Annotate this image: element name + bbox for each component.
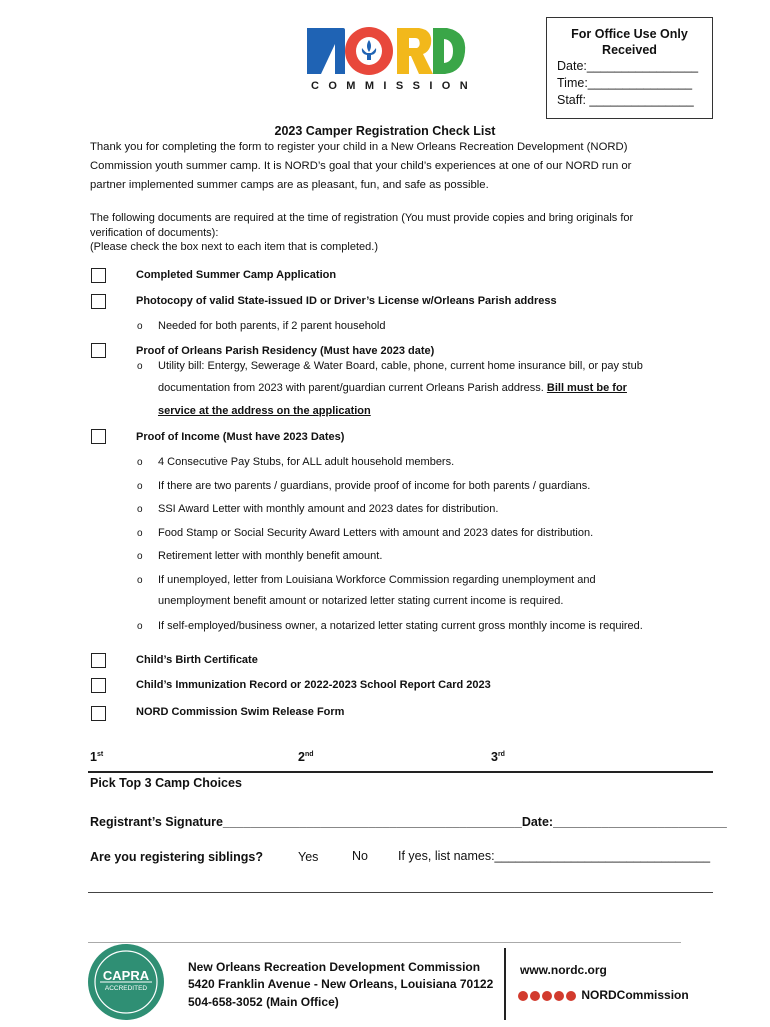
required-docs-paragraph xyxy=(90,211,690,255)
twitter-icon[interactable] xyxy=(530,991,540,1001)
instagram-icon[interactable] xyxy=(542,991,552,1001)
checkbox-summer-camp-application[interactable] xyxy=(91,268,106,283)
office-title-line2: Received xyxy=(602,43,657,57)
choice-suffix: nd xyxy=(304,750,314,758)
checkbox-income[interactable] xyxy=(91,429,106,444)
choice-first[interactable] xyxy=(90,750,103,764)
item-income: Proof of Income (Must have 2023 Dates) xyxy=(136,431,345,443)
page-title: 2023 Camper Registration Check List xyxy=(274,124,496,138)
item-photo-id: Photocopy of valid State-issued ID or Driver’s License w/Orleans Parish address xyxy=(136,295,557,307)
bill-notice-text: Bill must be for xyxy=(546,382,627,394)
siblings-no-option[interactable]: No xyxy=(352,849,368,863)
sub-item-text: Needed for both parents, if 2 parent household xyxy=(158,320,386,332)
sub-item-id xyxy=(137,320,386,332)
logo-letter-d xyxy=(433,28,465,74)
siblings-question: Are you registering siblings? xyxy=(90,850,263,864)
bullet-icon: o xyxy=(137,481,143,492)
sub-item-income xyxy=(137,527,593,539)
camp-choices-label: Pick Top 3 Camp Choices xyxy=(90,776,242,790)
nord-logo-letters xyxy=(305,22,467,78)
checkbox-birth-certificate[interactable] xyxy=(91,653,106,668)
choice-suffix: rd xyxy=(497,750,505,758)
office-time: Time:_______________ xyxy=(557,76,693,90)
siblings-yes-option[interactable]: Yes xyxy=(298,850,319,864)
sub-item-residency xyxy=(137,360,643,372)
choice-number: 3 xyxy=(491,750,498,764)
sub-item-residency-cont xyxy=(158,382,627,394)
checkbox-swim-release[interactable] xyxy=(91,706,106,721)
capra-badge xyxy=(86,942,166,1022)
sub-item-income xyxy=(137,456,454,468)
required-line: (Please check the box next to each item that is completed.) xyxy=(90,241,378,253)
intro-paragraph xyxy=(90,138,690,195)
logo-letter-r xyxy=(397,28,433,74)
office-date: Date:________________ xyxy=(557,59,699,73)
choice-second[interactable] xyxy=(298,750,314,764)
required-line: The following documents are required at the time of registration (You must provide copies and bring originals for xyxy=(90,212,634,224)
social-links xyxy=(518,988,689,1002)
footer-vertical-divider xyxy=(504,948,506,1020)
linkedin-icon[interactable] xyxy=(566,991,576,1001)
bullet-icon: o xyxy=(137,575,143,586)
item-birth-certificate: Child’s Birth Certificate xyxy=(136,654,258,666)
office-use-box xyxy=(546,17,713,119)
sub-item-text: Retirement letter with monthly benefit amount. xyxy=(158,550,383,562)
bullet-icon: o xyxy=(137,504,143,515)
sub-item-text: 4 Consecutive Pay Stubs, for ALL adult household members. xyxy=(158,456,455,468)
choice-number: 1 xyxy=(90,750,97,764)
bullet-icon: o xyxy=(137,321,143,332)
facebook-icon[interactable] xyxy=(518,991,528,1001)
logo-letter-n xyxy=(307,28,345,74)
bullet-icon: o xyxy=(137,621,143,632)
capra-text: CAPRA xyxy=(102,968,150,983)
sub-item-text: If self-employed/business owner, a notarized letter stating current gross monthly income is required. xyxy=(158,620,643,632)
item-summer-camp-application: Completed Summer Camp Application xyxy=(136,269,337,281)
signature-line[interactable]: Registrant’s Signature___________________________________________Date:_________________________ xyxy=(90,815,727,829)
social-handle: NORDCommission xyxy=(581,988,689,1002)
youtube-icon[interactable] xyxy=(554,991,564,1001)
divider xyxy=(88,892,713,893)
sub-item-text: documentation from 2023 with parent/guardian current Orleans Parish address. xyxy=(158,382,544,394)
footer-website[interactable]: www.nordc.org xyxy=(520,963,607,977)
intro-line: partner implemented summer camps are as pleasant, fun, and safe as possible. xyxy=(90,179,489,191)
sub-item-income xyxy=(137,480,590,492)
sub-item-text: If there are two parents / guardians, provide proof of income for both parents / guardians. xyxy=(158,480,591,492)
sub-item-text: Food Stamp or Social Security Award Letters with amount and 2023 dates for distribution. xyxy=(158,527,594,539)
sub-item-income xyxy=(137,503,498,515)
office-title xyxy=(547,26,712,58)
bullet-icon: o xyxy=(137,361,143,372)
required-line: verification of documents): xyxy=(90,226,219,239)
sub-item-income xyxy=(137,620,643,632)
bill-notice-text-cont: service at the address on the application xyxy=(158,405,371,417)
sub-item-text: SSI Award Letter with monthly amount and 2023 dates for distribution. xyxy=(158,503,499,515)
sub-item-text: If unemployed, letter from Louisiana Workforce Commission regarding unemployment and xyxy=(158,574,596,586)
checkbox-immunization[interactable] xyxy=(91,678,106,693)
item-swim-release: NORD Commission Swim Release Form xyxy=(136,706,345,718)
footer-org: New Orleans Recreation Development Commission xyxy=(188,960,481,974)
choice-third[interactable] xyxy=(491,750,505,764)
capra-sub: ACCREDITED xyxy=(104,985,148,992)
choices-divider xyxy=(88,771,713,773)
siblings-names-field[interactable]: If yes, list names:_______________________________ xyxy=(398,849,711,863)
checkbox-photo-id[interactable] xyxy=(91,294,106,309)
intro-line: Commission youth summer camp. It is NORD’s goal that your child’s experiences at one of our NORD run or xyxy=(90,160,632,172)
office-staff: Staff: _______________ xyxy=(557,93,694,107)
checkbox-residency[interactable] xyxy=(91,343,106,358)
intro-line: Thank you for completing the form to register your child in a New Orleans Recreation Development (NORD) xyxy=(90,141,628,153)
item-residency: Proof of Orleans Parish Residency (Must have 2023 date) xyxy=(136,345,435,357)
logo-subtitle: COMMISSION xyxy=(311,80,478,92)
sub-item-income xyxy=(137,574,596,586)
bullet-icon: o xyxy=(137,551,143,562)
footer-phone: 504-658-3052 (Main Office) xyxy=(188,995,339,1009)
choice-suffix: st xyxy=(96,750,104,758)
nord-logo xyxy=(305,22,478,94)
office-title-line1: For Office Use Only xyxy=(571,27,688,41)
bullet-icon: o xyxy=(137,528,143,539)
sub-item-text: Utility bill: Entergy, Sewerage & Water Board, cable, phone, current home insurance bill, or pay stub xyxy=(158,360,643,372)
sub-item-income xyxy=(137,550,382,562)
item-immunization: Child’s Immunization Record or 2022-2023 School Report Card 2023 xyxy=(136,679,491,691)
bullet-icon: o xyxy=(137,457,143,468)
choice-number: 2 xyxy=(298,750,305,764)
footer-address: 5420 Franklin Avenue - New Orleans, Louisiana 70122 xyxy=(188,977,494,991)
footer-divider xyxy=(88,942,681,943)
sub-item-income-cont: unemployment benefit amount or notarized letter stating current income is required. xyxy=(158,595,564,607)
